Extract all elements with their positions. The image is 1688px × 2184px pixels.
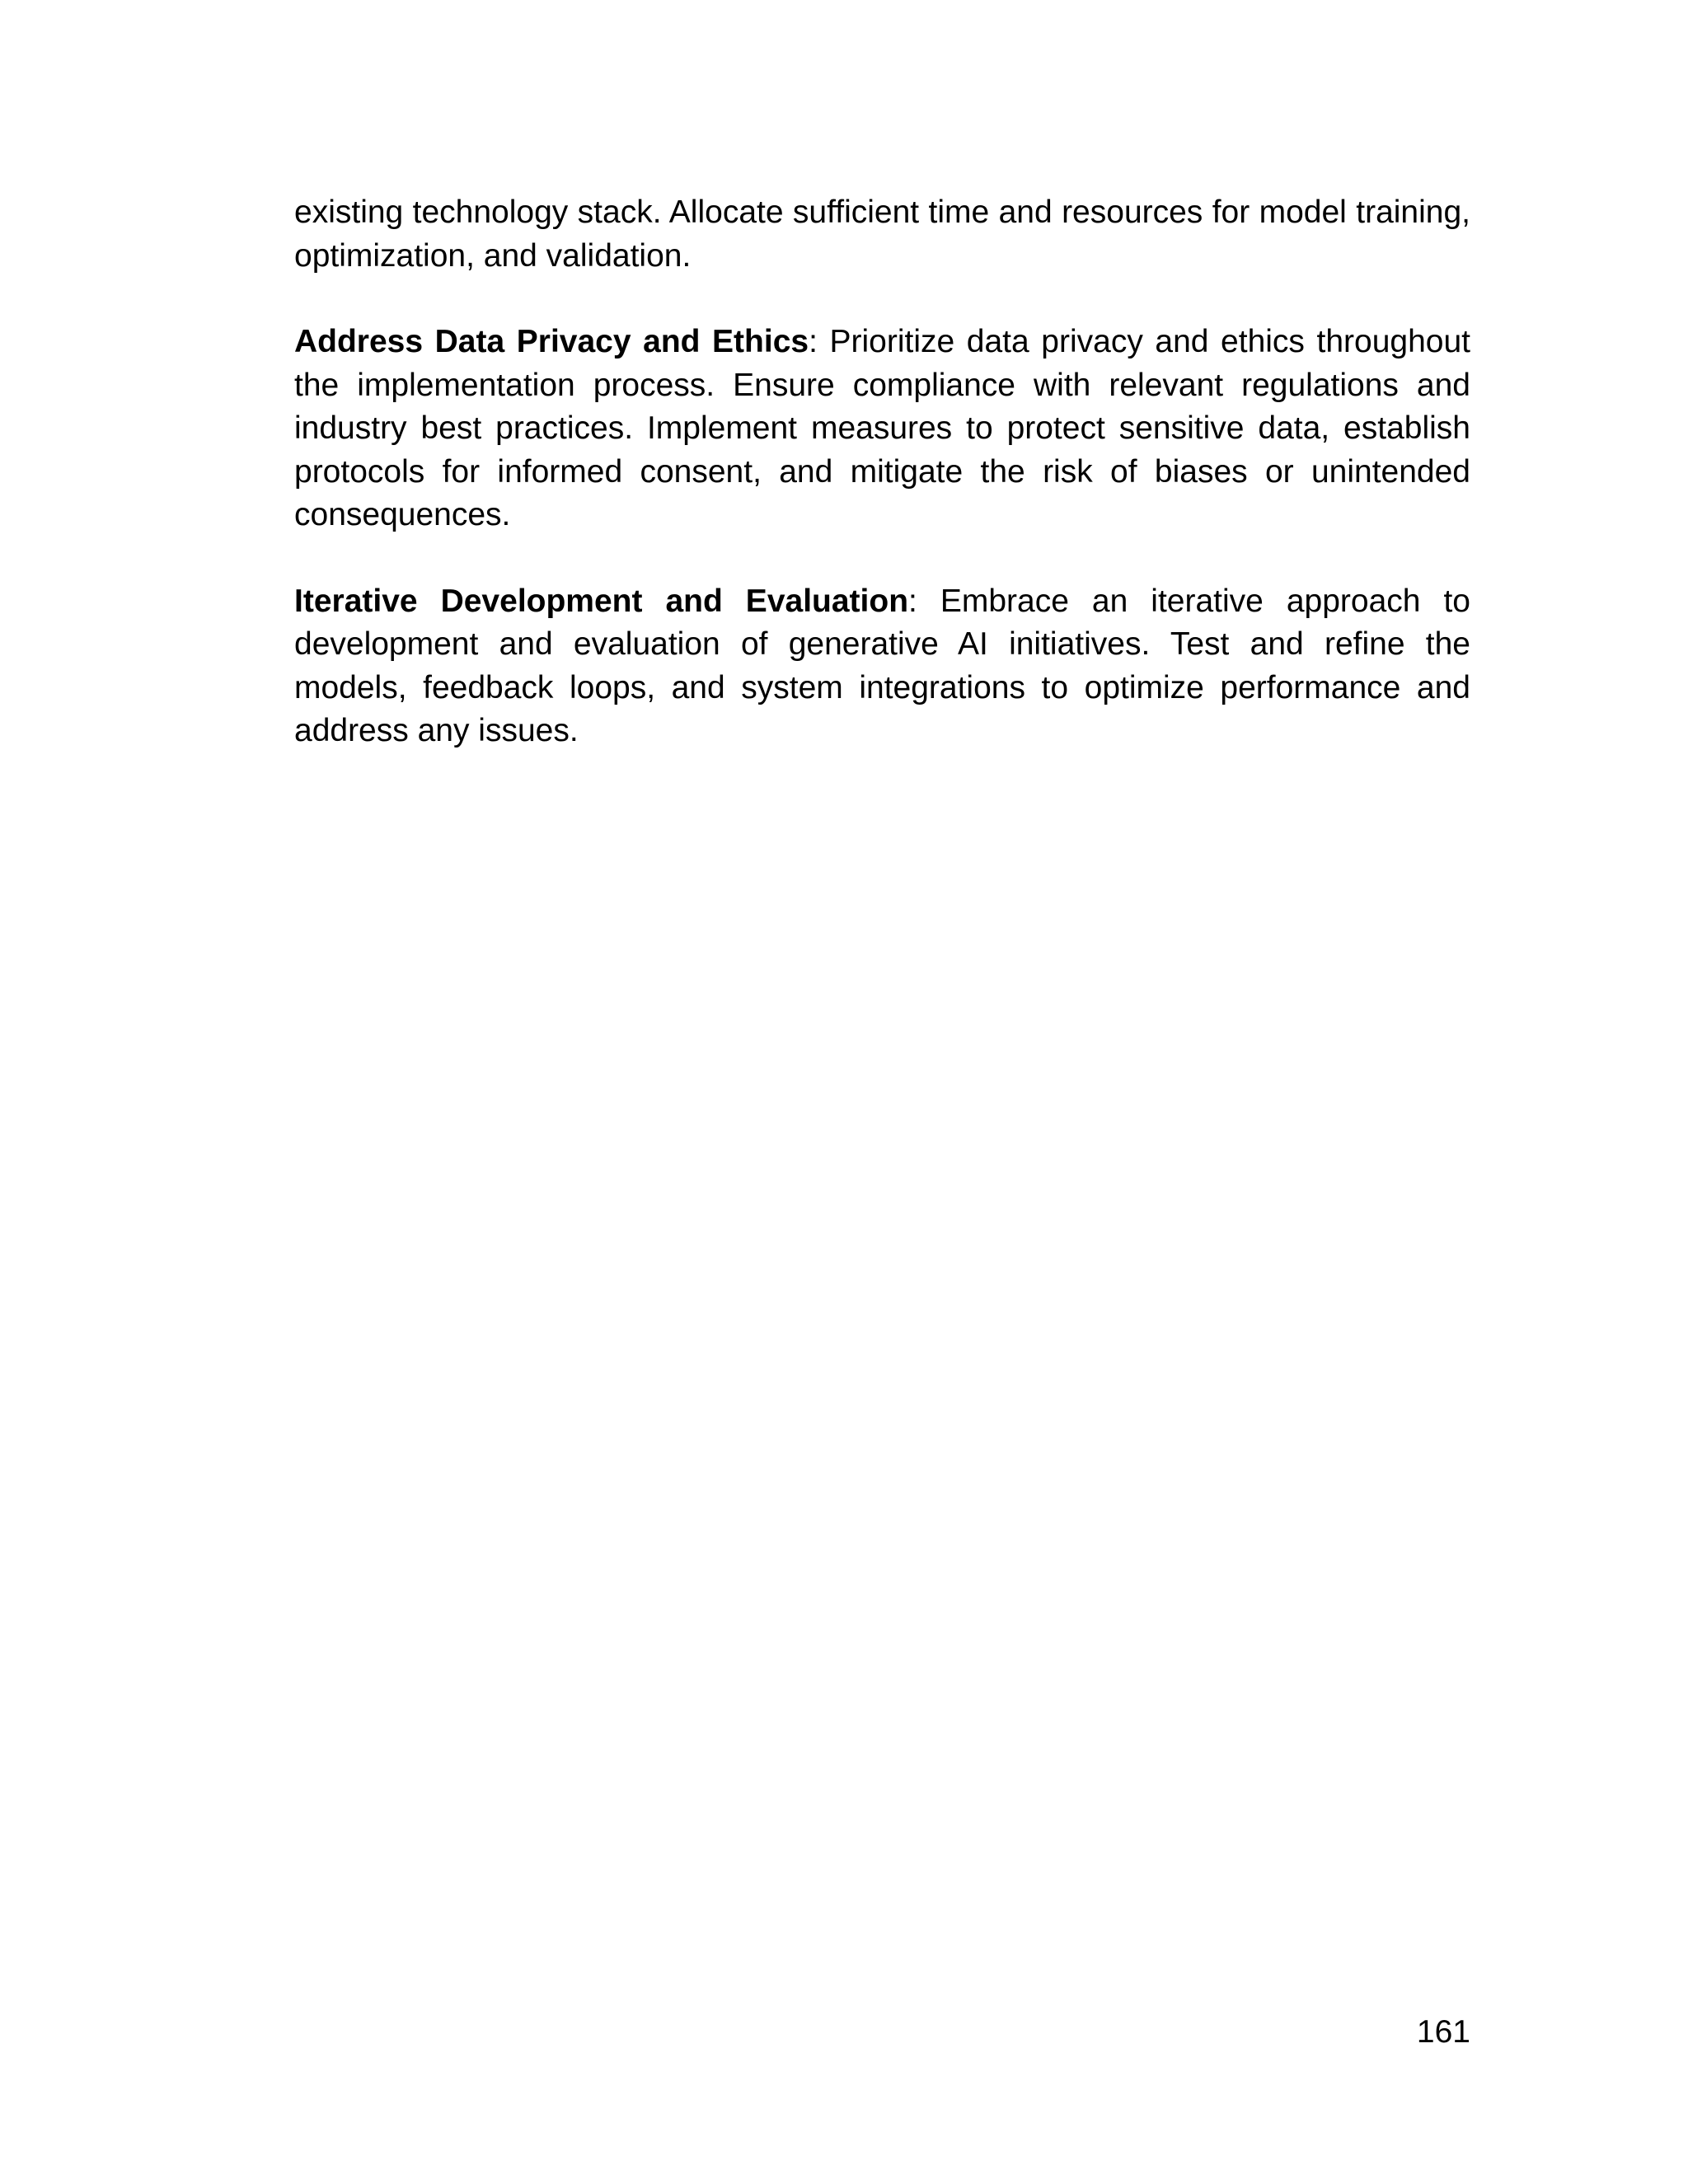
paragraph-heading: Iterative Development and Evaluation bbox=[294, 583, 909, 619]
paragraph-text: existing technology stack. Allocate sufficient time and resources for model training, optimization, and validation. bbox=[294, 194, 1470, 274]
paragraph-heading: Address Data Privacy and Ethics bbox=[294, 324, 809, 359]
paragraph-iterative-development bbox=[294, 580, 1470, 753]
page-number: 161 bbox=[1416, 2014, 1470, 2050]
paragraph-text: : Embrace an iterative approach to development and evaluation of generative AI initiatives. Test and refine the models, feedback loops, and system integrations to optimize performance and address any issues. bbox=[294, 583, 1470, 748]
paragraph-continuation bbox=[294, 191, 1470, 278]
paragraph-data-privacy bbox=[294, 321, 1470, 537]
page-body bbox=[294, 191, 1470, 753]
paragraph-text: : Prioritize data privacy and ethics throughout the implementation process. Ensure compliance with relevant regulations and industry best practices. Implement measures to protect sensitive data, establish protocols for informed consent, and mitigate the risk of biases or unintended consequences. bbox=[294, 324, 1471, 532]
